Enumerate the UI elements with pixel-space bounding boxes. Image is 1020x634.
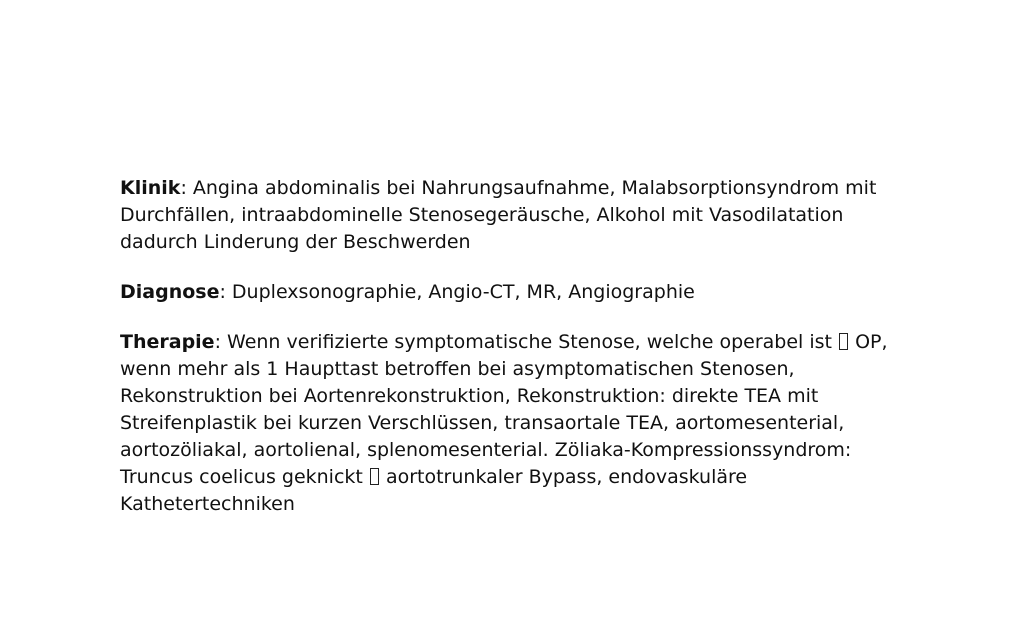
section-therapie xyxy=(120,329,900,518)
section-text-therapie-part2: OP, wenn mehr als 1 Haupttast betroffen bei asymptomatischen Stenosen, Rekonstruktion bei Aortenrekonstruktion, Rekonstruktion: direkte TEA mit Streifenplastik bei kurzen Verschlüssen, transaortale TEA, aortomesenterial, aortozöliakal, aortolienal, splenomesenterial. Zöliaka-Kompressionssyndrom: Truncus coelicus geknickt xyxy=(120,331,888,488)
section-label-therapie: Therapie xyxy=(120,331,215,353)
section-separator: : xyxy=(219,281,226,303)
section-klinik xyxy=(120,175,900,256)
section-label-klinik: Klinik xyxy=(120,177,181,199)
document-body xyxy=(120,175,900,518)
section-text-therapie-part3: aortotrunkaler Bypass, endovaskuläre Kathetertechniken xyxy=(120,466,748,515)
section-separator: : xyxy=(180,177,187,199)
missing-glyph-icon xyxy=(839,333,848,350)
section-text-klinik: Angina abdominalis bei Nahrungsaufnahme, Malabsorptionsyndrom mit Durchfällen, intraabdominelle Stenosegeräusche, Alkohol mit Vasodilatation dadurch Linderung der Beschwerden xyxy=(120,177,877,253)
section-text-diagnose: Duplexsonographie, Angio-CT, MR, Angiographie xyxy=(225,281,695,303)
section-text-therapie-part1: Wenn verifizierte symptomatische Stenose, welche operabel ist xyxy=(220,331,839,353)
section-diagnose xyxy=(120,279,900,306)
missing-glyph-icon xyxy=(370,468,379,485)
section-separator: : xyxy=(214,331,221,353)
section-label-diagnose: Diagnose xyxy=(120,281,220,303)
